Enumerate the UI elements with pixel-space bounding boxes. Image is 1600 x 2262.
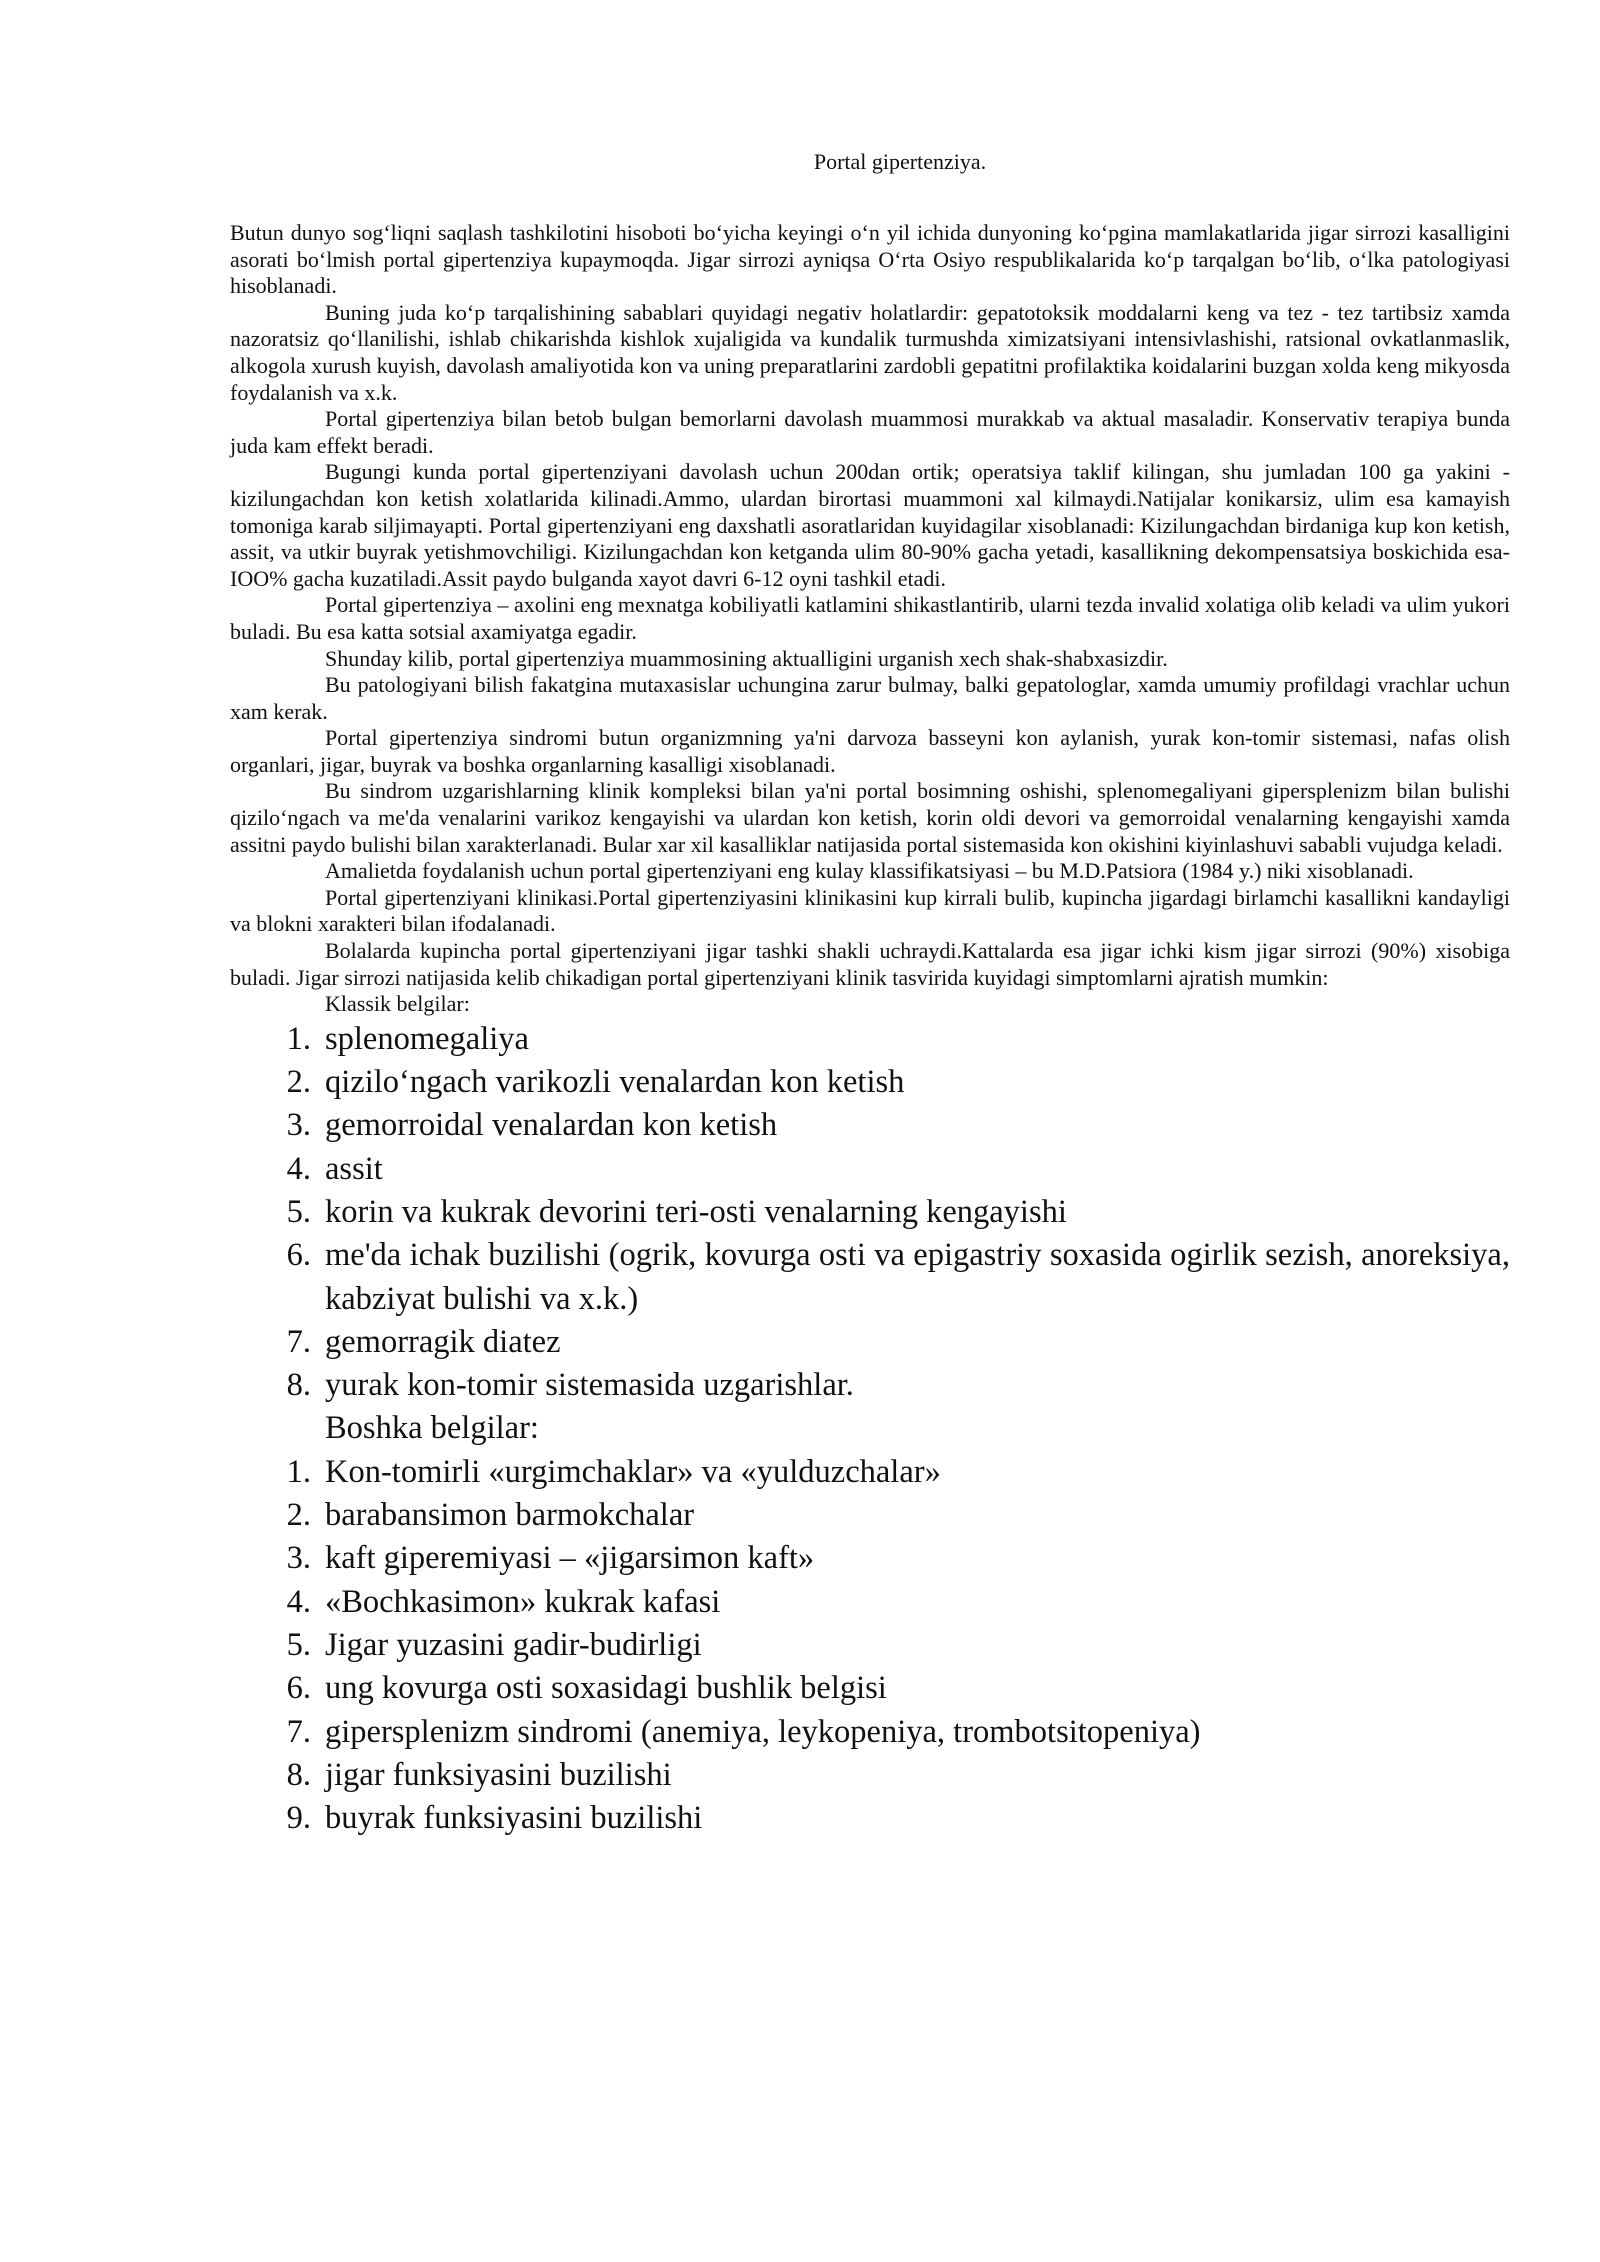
list-item <box>230 1191 1510 1234</box>
list-item <box>230 1364 1510 1407</box>
classic-signs-heading: Klassik belgilar: <box>325 991 470 1017</box>
list-item-text: korin va kukrak devorini teri-osti venalarning kengayishi <box>325 1194 1067 1230</box>
other-signs-list <box>230 1451 1510 1841</box>
list-item <box>230 1581 1510 1624</box>
list-item-number: 7. <box>286 1323 311 1360</box>
paragraph-clinical-complex: Bu sindrom uzgarishlarning klinik kompleksi bilan ya'ni portal bosimning oshishi, splenomegaliyani gipersplenizm bilan bulishi qizilo‘ngach va me'da venalarini varikoz kengayishi va ulardan kon ketish, korin oldi devori va gemorroidal venalarning kengayishi xamda assitni paydo bulishi bilan xarakterlanadi. Bular xar xil kasalliklar natijasida portal sistemasida kon okishini kiyinlashuvi sababli vujudga keladi. <box>230 778 1510 857</box>
list-item-text: gemorroidal venalardan kon ketish <box>325 1107 778 1144</box>
list-item <box>230 1018 1510 1061</box>
list-item <box>230 1754 1510 1797</box>
list-item-number: 4. <box>286 1150 311 1187</box>
paragraph-symptoms-intro: Bolalarda kupincha portal gipertenziyani jigar tashki shakli uchraydi.Kattalarda esa jigar ichki kism jigar sirrozi (90%) xisobiga buladi. Jigar sirrozi natijasida kelib chikadigan portal gipertenziyani klinik tasvirida kuyidagi simptomlarni ajratish mumkin: <box>230 938 1510 990</box>
list-item-number: 4. <box>286 1583 311 1620</box>
list-item-number: 3. <box>286 1107 311 1144</box>
classic-signs-list <box>230 1018 1510 1408</box>
list-item-text: splenomegaliya <box>325 1020 529 1057</box>
list-item <box>230 1494 1510 1537</box>
list-item-text: qizilo‘ngach varikozli venalardan kon ketish <box>325 1064 905 1101</box>
list-item-number: 8. <box>286 1756 311 1793</box>
list-item-number: 6. <box>286 1670 311 1707</box>
list-item-text: jigar funksiyasini buzilishi <box>325 1756 672 1793</box>
list-item <box>230 1234 1510 1321</box>
list-item-number: 9. <box>286 1800 311 1837</box>
list-item <box>230 1148 1510 1191</box>
paragraph-classification: Amalietda foydalanish uchun portal gipertenziyani eng kulay klassifikatsiyasi – bu M.D.Patsiora (1984 y.) niki xisoblanadi. <box>325 858 1414 884</box>
list-item-number: 7. <box>286 1713 311 1750</box>
list-item-text: «Bochkasimon» kukrak kafasi <box>325 1583 721 1620</box>
list-item-number: 1. <box>286 1453 311 1490</box>
list-item-number: 8. <box>286 1367 311 1404</box>
paragraph-treatment-problem: Portal gipertenziya bilan betob bulgan bemorlarni davolash muammosi murakkab va aktual masaladir. Konservativ terapiya bunda juda kam effekt beradi. <box>230 406 1510 458</box>
paragraph-knowledge: Bu patologiyani bilish fakatgina mutaxasislar uchungina zarur bulmay, balki gepatologlar, xamda umumiy profildagi vrachlar uchun xam kerak. <box>230 672 1510 724</box>
list-item-number: 6. <box>286 1237 311 1274</box>
list-item <box>230 1797 1510 1840</box>
list-item-text: ung kovurga osti soxasidagi bushlik belgisi <box>325 1670 887 1707</box>
list-item-text: yurak kon-tomir sistemasida uzgarishlar. <box>325 1367 854 1404</box>
list-item-text: barabansimon barmokchalar <box>325 1497 695 1534</box>
list-item <box>230 1061 1510 1104</box>
list-item <box>230 1451 1510 1494</box>
list-item <box>230 1321 1510 1364</box>
list-item-number: 2. <box>286 1497 311 1534</box>
paragraph-causes: Buning juda ko‘p tarqalishining sabablari quyidagi negativ holatlardir: gepatotoksik moddalarni keng va tez - tez tartibsiz xamda nazoratsiz qo‘llanilishi, ishlab chikarishda kishlok xujaligida va kundalik turmushda ximizatsiyani intensivlashishi, ratsional ovkatlanmaslik, alkogola xurush kuyish, davolash amaliyotida kon va uning preparatlarini zardobli gepatitni profilaktika koidalarini buzgan xolda keng mikyosda foydalanish va x.k. <box>230 299 1510 405</box>
list-item <box>230 1537 1510 1580</box>
list-item-number: 3. <box>286 1540 311 1577</box>
list-item-text: buyrak funksiyasini buzilishi <box>325 1800 703 1837</box>
list-item-number: 5. <box>286 1626 311 1663</box>
list-item <box>230 1667 1510 1710</box>
list-item-text: Jigar yuzasini gadir-budirligi <box>325 1626 702 1663</box>
paragraph-actuality: Shunday kilib, portal gipertenziya muammosining aktualligini urganish xech shak-shabxasizdir. <box>325 645 1168 671</box>
list-item-number: 2. <box>286 1064 311 1101</box>
list-item-text: Kon-tomirli «urgimchaklar» va «yulduzchalar» <box>325 1453 941 1490</box>
list-item-text: kaft giperemiyasi – «jigarsimon kaft» <box>325 1540 815 1577</box>
list-item-text: gemorragik diatez <box>325 1323 561 1360</box>
other-signs-heading: Boshka belgilar: <box>325 1410 539 1447</box>
paragraph-operations: Bugungi kunda portal gipertenziyani davolash uchun 200dan ortik; operatsiya taklif kilingan, shu jumladan 100 ga yakini -kizilungachdan kon ketish xolatlarida kilinadi.Ammo, ulardan birortasi muammoni xal kilmaydi.Natijalar konikarsiz, ulim esa kamayish tomoniga karab siljimayapti. Portal gipertenziyani eng daxshatli asoratlaridan kuyidagilar xisoblanadi: Kizilungachdan birdaniga kup kon ketish, assit, va utkir buyrak yetishmovchiligi. Kizilungachdan kon ketganda ulim 80-90% gacha yetadi, kasallikning dekompensatsiya boskichida esa-IOO% gacha kuzatiladi.Assit paydo bulganda xayot davri 6-12 oyni tashkil etadi. <box>230 459 1510 591</box>
list-item-text: me'da ichak buzilishi (ogrik, kovurga osti va epigastriy soxasida ogirlik sezish, anoreksiya, kabziyat bulishi va x.k.) <box>325 1237 1510 1317</box>
list-item-text: gipersplenizm sindromi (anemiya, leykopeniya, trombotsitopeniya) <box>325 1713 1201 1750</box>
paragraph-social-impact: Portal gipertenziya – axolini eng mexnatga kobiliyatli katlamini shikastlantirib, ularni tezda invalid xolatiga olib keladi va ulim yukori buladi. Bu esa katta sotsial axamiyatga egadir. <box>230 592 1510 644</box>
paragraph-intro: Butun dunyo sog‘liqni saqlash tashkilotini hisoboti bo‘yicha keyingi o‘n yil ichida dunyoning ko‘pgina mamlakatlarida jigar sirrozi kasalligini asorati bo‘lmish portal gipertenziya kupaymoqda. Jigar sirrozi ayniqsa O‘rta Osiyo respublikalarida ko‘p tarqalgan bo‘lib, o‘lka patologiyasi hisoblanadi. <box>230 220 1510 299</box>
paragraph-syndrome: Portal gipertenziya sindromi butun organizmning ya'ni darvoza basseyni kon aylanish, yurak kon-tomir sistemasi, nafas olish organlari, jigar, buyrak va boshka organlarning kasalligi xisoblanadi. <box>230 725 1510 777</box>
list-item-number: 1. <box>286 1020 311 1057</box>
list-item-number: 5. <box>286 1194 311 1230</box>
list-item <box>230 1711 1510 1754</box>
document-title: Portal gipertenziya. <box>813 149 987 174</box>
list-item-text: assit <box>325 1150 383 1187</box>
list-item <box>230 1624 1510 1667</box>
document-page <box>230 148 1510 1840</box>
paragraph-clinic: Portal gipertenziyani klinikasi.Portal gipertenziyasini klinikasini kup kirrali bulib, kupincha jigardagi birlamchi kasallikni kandayligi va blokni xarakteri bilan ifodalanadi. <box>230 884 1510 937</box>
list-item <box>230 1104 1510 1147</box>
